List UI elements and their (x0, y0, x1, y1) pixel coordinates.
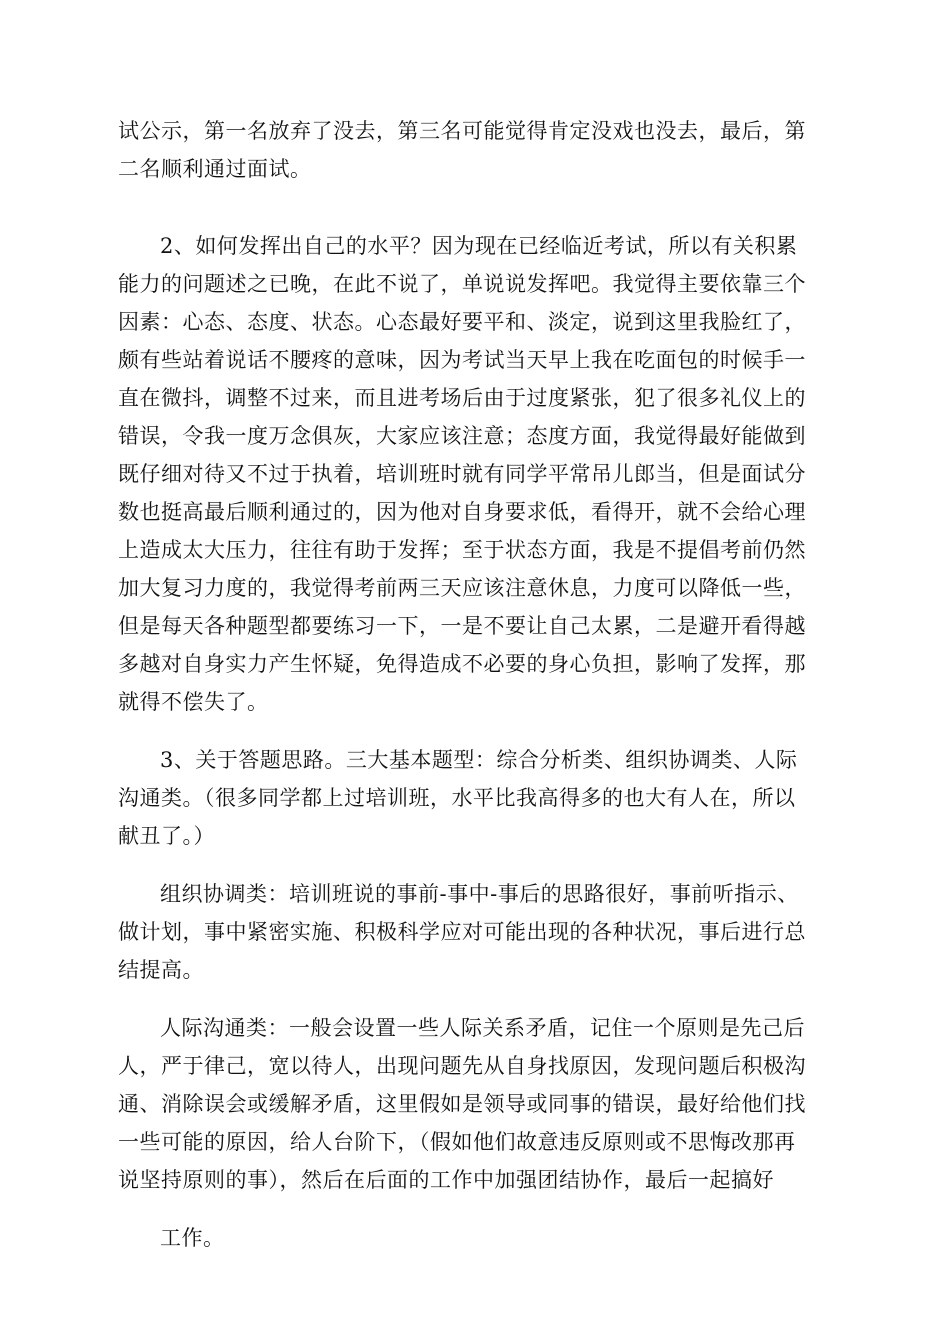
text-line: 人，严于律己，宽以待人，出现问题先从自身找原因，发现问题后积极沟 (118, 1054, 806, 1078)
paragraph-start-line: 2、如何发挥出自己的水平？因为现在已经临近考试，所以有关积累 (160, 234, 798, 258)
text-line: 沟通类。（很多同学都上过培训班，水平比我高得多的也大有人在，所以 (118, 786, 796, 810)
text-line: 因素：心态、态度、状态。心态最好要平和、淡定，说到这里我脸红了， (118, 310, 806, 334)
paragraph-start-line: 组织协调类：培训班说的事前-事中-事后的思路很好，事前听指示、 (160, 882, 799, 906)
text-line: 结提高。 (118, 958, 204, 982)
text-line: 一些可能的原因，给人台阶下，（假如他们故意违反原则或不思悔改那再 (118, 1130, 796, 1154)
text-line: 颇有些站着说话不腰疼的意味，因为考试当天早上我在吃面包的时候手一 (118, 348, 806, 372)
text-line: 既仔细对待又不过于执着，培训班时就有同学平常吊儿郎当，但是面试分 (118, 462, 806, 486)
text-line: 试公示，第一名放弃了没去，第三名可能觉得肯定没戏也没去，最后，第 (118, 119, 806, 143)
text-line: 多越对自身实力产生怀疑，免得造成不必要的身心负担，影响了发挥，那 (118, 652, 806, 676)
text-line: 就得不偿失了。 (118, 690, 269, 714)
paragraph-start-line: 人际沟通类：一般会设置一些人际关系矛盾，记住一个原则是先己后 (160, 1016, 805, 1040)
text-line: 但是每天各种题型都要练习一下，一是不要让自己太累，二是避开看得越 (118, 614, 806, 638)
text-line: 说坚持原则的事），然后在后面的工作中加强团结协作，最后一起搞好 (118, 1168, 774, 1192)
text-line: 加大复习力度的，我觉得考前两三天应该注意休息，力度可以降低一些， (118, 576, 806, 600)
text-line: 二名顺利通过面试。 (118, 157, 312, 181)
text-line: 上造成太大压力，往往有助于发挥；至于状态方面，我是不提倡考前仍然 (118, 538, 806, 562)
paragraph-start-line: 工作。 (160, 1226, 225, 1250)
text-line: 直在微抖，调整不过来，而且进考场后由于过度紧张，犯了很多礼仪上的 (118, 386, 806, 410)
paragraph-start-line: 3、关于答题思路。三大基本题型：综合分析类、组织协调类、人际 (160, 748, 798, 772)
text-line: 做计划，事中紧密实施、积极科学应对可能出现的各种状况，事后进行总 (118, 920, 806, 944)
text-line: 能力的问题述之已晚，在此不说了，单说说发挥吧。我觉得主要依靠三个 (118, 272, 806, 296)
text-line: 献丑了。） (118, 824, 215, 848)
text-line: 错误，令我一度万念俱灰，大家应该注意；态度方面，我觉得最好能做到 (118, 424, 806, 448)
text-line: 数也挺高最后顺利通过的，因为他对自身要求低，看得开，就不会给心理 (118, 500, 806, 524)
text-line: 通、消除误会或缓解矛盾，这里假如是领导或同事的错误，最好给他们找 (118, 1092, 806, 1116)
